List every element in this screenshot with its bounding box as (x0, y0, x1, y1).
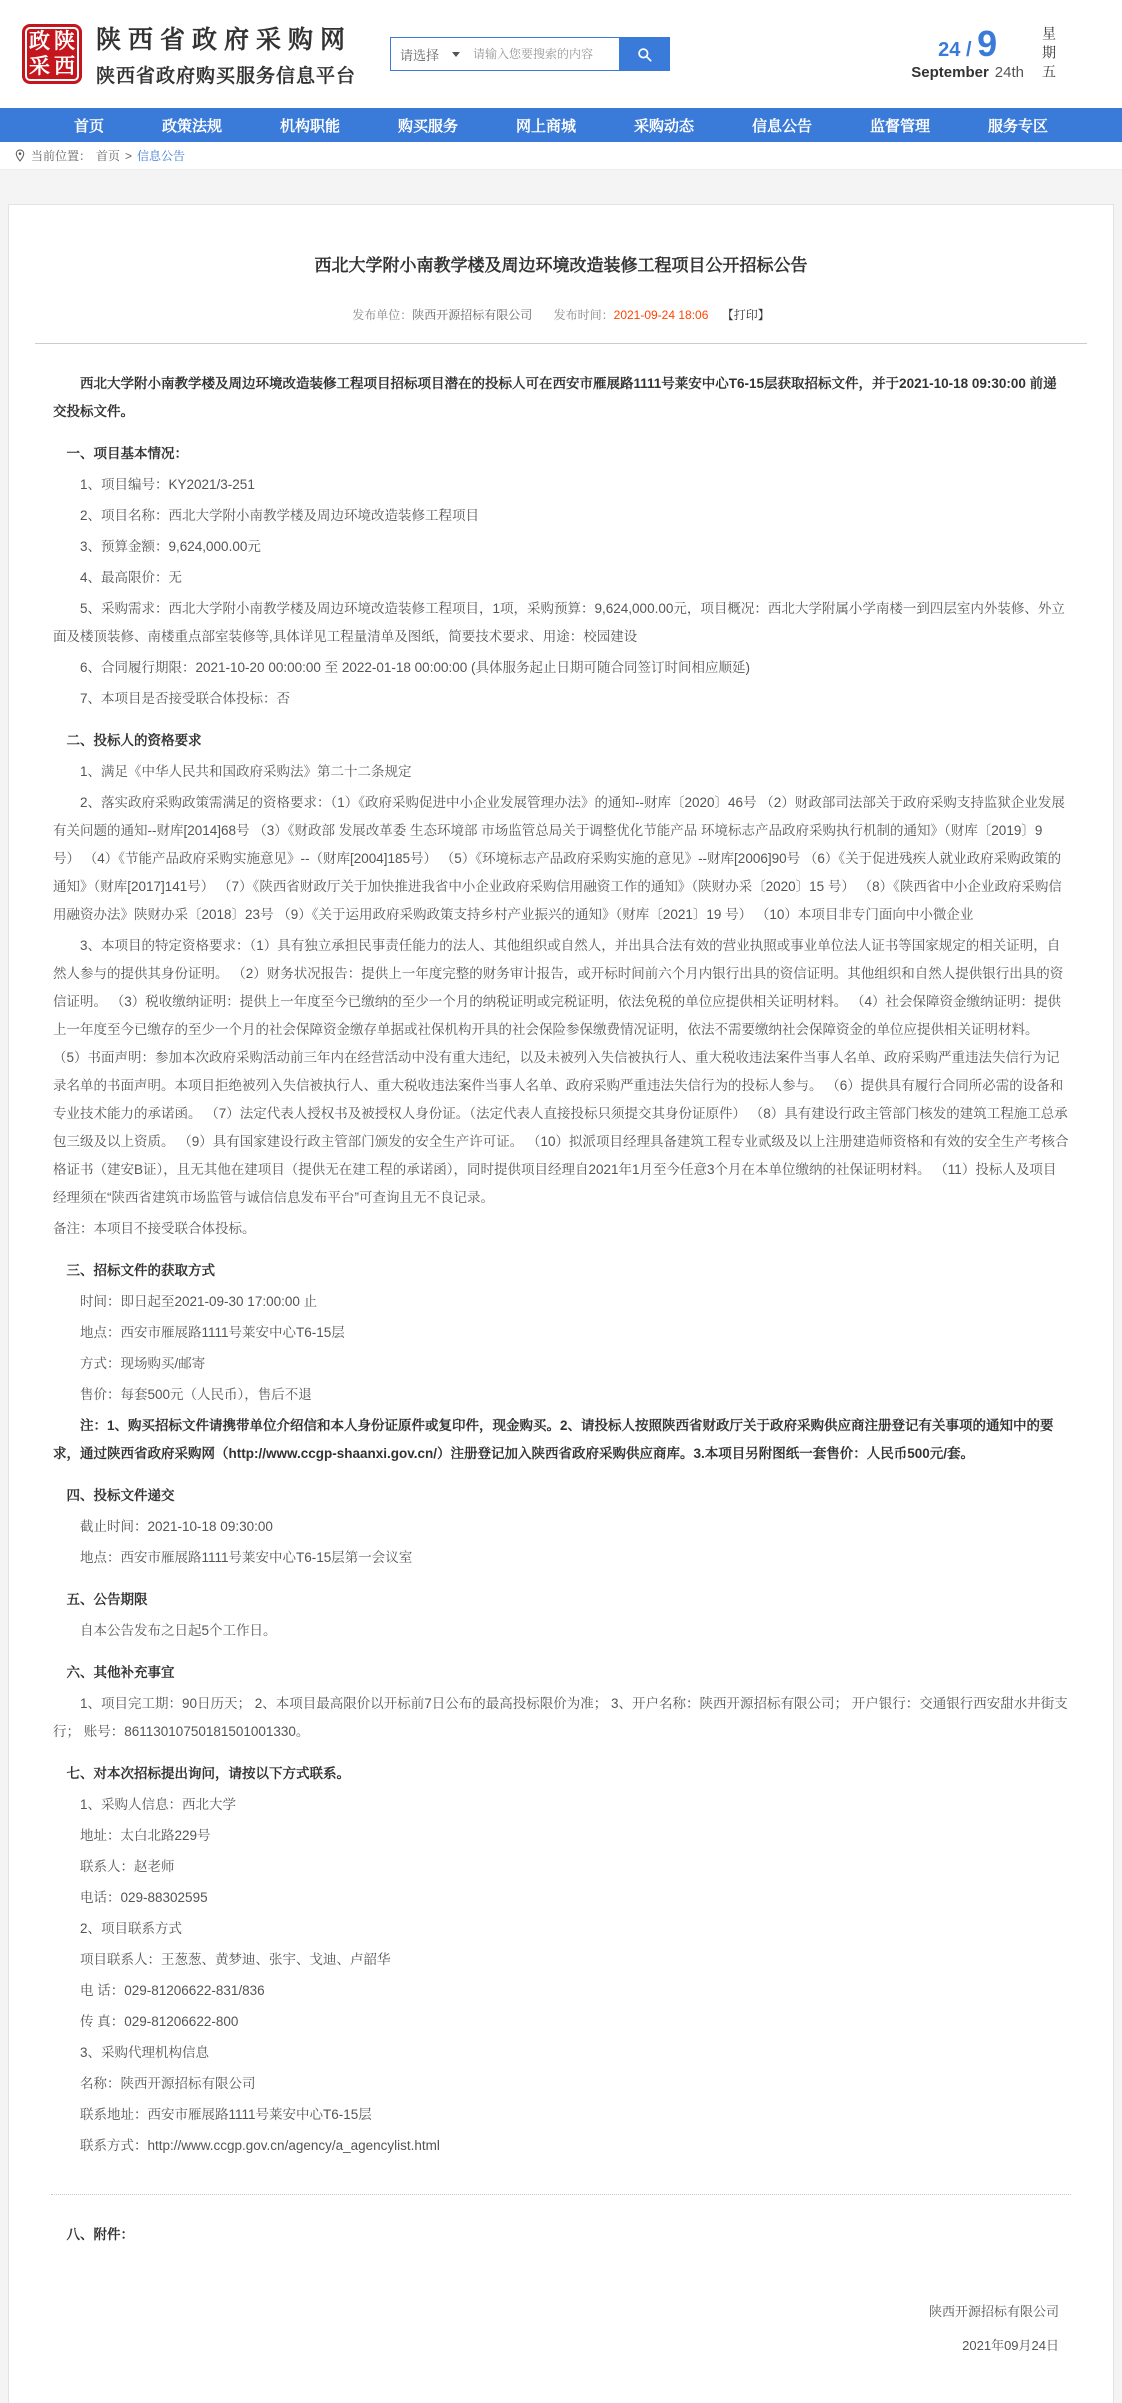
section-heading: 六、其他补充事宜 (66, 1665, 175, 1680)
section-line: 时间：即日起至2021-09-30 17:00:00 止 (80, 1294, 318, 1309)
section-line: 2、项目联系方式 (80, 1921, 183, 1936)
publish-time-label: 发布时间： (553, 308, 614, 322)
meta-divider (35, 343, 1087, 344)
section-line: 自本公告发布之日起5个工作日。 (80, 1623, 277, 1638)
section-line: 售价：每套500元（人民币），售后不退 (80, 1387, 312, 1402)
publish-time-value: 2021-09-24 18:06 (613, 308, 709, 322)
breadcrumb (0, 142, 1122, 170)
nav-item-7[interactable]: 监督管理 (869, 117, 930, 135)
search-input[interactable] (469, 38, 619, 70)
section-line: 7、本项目是否接受联合体投标：否 (80, 691, 291, 706)
nav-item-5[interactable]: 采购动态 (633, 117, 694, 135)
article-meta (53, 306, 1069, 323)
breadcrumb-prefix: 当前位置： (31, 149, 92, 163)
chevron-down-icon (452, 52, 460, 57)
breadcrumb-home-link[interactable]: 首页 (96, 149, 121, 163)
section-line: 电 话：029-81206622-831/836 (80, 1983, 265, 1998)
signature-company: 陕西开源招标有限公司 (928, 2304, 1059, 2319)
nav-item-8[interactable]: 服务专区 (987, 117, 1048, 135)
announcement-card (8, 204, 1114, 2403)
nav-item-6[interactable]: 信息公告 (751, 117, 812, 135)
nav-item-1[interactable]: 政策法规 (161, 117, 222, 135)
section-line: 3、本项目的特定资格要求：（1）具有独立承担民事责任能力的法人、其他组织或自然人，并出具合法有效的营业执照或事业单位法人证书等国家规定的相关证明，自然人参与的提供其身份证明。 （2）财务状况报告：提供上一年度完整的财务审计报告，或开标时间前六个月内银行出具的资信证明。其他组织和自然人提供银行出具的资信证明。 （3）税收缴纳证明：提供上一年度至今已缴纳的至少一个月的纳税证明或完税证明，依法免税的单位应提供相关证明材料。 （4）社会保障资金缴纳证明：提供上一年度至今已缴存的至少一个月的社会保障资金缴存单据或社保机构开具的社会保险参保缴费情况证明，依法不需要缴纳社会保障资金的单位应提供相关证明材料。 （5）书面声明：参加本次政府采购活动前三年内在经营活动中没有重大违纪，以及未被列入失信被执行人、重大税收违法案件当事人名单、政府采购严重违法失信行为记录名单的书面声明。本项目拒绝被列入失信被执行人、重大税收违法案件当事人名单、政府采购严重违法失信行为的投标人参与。 （6）提供具有履行合同所必需的设备和专业技术能力的承诺函。 （7）法定代表人授权书及被授权人身份证。（法定代表人直接投标只须提交其身份证原件） （8）具有建设行政主管部门核发的建筑工程施工总承包三级及以上资质。 （9）具有国家建设行政主管部门颁发的安全生产许可证。 （10）拟派项目经理具备建筑工程专业贰级及以上注册建造师资格和有效的安全生产考核合格证书（建安B证），且无其他在建项目（提供无在建工程的承诺函），同时提供项目经理自2021年1月至今任意3个月在本单位缴纳的社保证明材料。 （11）投标人及项目经理须在“陕西省建筑市场监管与诚信信息发布平台”可查询且无不良记录。 (53, 938, 1069, 1205)
nav-item-0[interactable]: 首页 (73, 117, 104, 135)
section-line: 6、合同履行期限：2021-10-20 00:00:00 至 2022-01-18 00:00:00 (具体服务起止日期可随合同签订时间相应顺延) (80, 660, 750, 675)
article-sections (53, 440, 1069, 2160)
print-button[interactable]: 【打印】 (721, 308, 770, 322)
nav-item-4[interactable]: 网上商城 (515, 117, 576, 135)
section-line: 2、项目名称：西北大学附小南教学楼及周边环境改造装修工程项目 (80, 508, 480, 523)
section-heading: 三、招标文件的获取方式 (66, 1263, 215, 1278)
nav-item-3[interactable]: 购买服务 (397, 117, 458, 135)
section-line: 联系人：赵老师 (80, 1859, 175, 1874)
attachments-divider (51, 2194, 1071, 2195)
site-logo-seal (25, 27, 79, 81)
section-line: 1、满足《中华人民共和国政府采购法》第二十二条规定 (80, 764, 412, 779)
article-section (53, 727, 1069, 1243)
logo-char: 陕 (54, 30, 75, 53)
article-section (53, 1659, 1069, 1746)
section-line: 传 真：029-81206622-800 (80, 2014, 239, 2029)
date-month-number: 9 (977, 23, 998, 64)
site-logo (22, 24, 82, 84)
section-line: 注：1、购买招标文件请携带单位介绍信和本人身份证原件或复印件，现金购买。2、请投标人按照陕西省财政厅关于政府采购供应商注册登记有关事项的通知中的要求，通过陕西省政府采购网（http://www.ccgp-shaanxi.gov.cn/）注册登记加入陕西省政府采购供应商库。3.本项目另附图纸一套售价：人民币500元/套。 (53, 1418, 1054, 1461)
page-title: 西北大学附小南教学楼及周边环境改造装修工程项目公开招标公告 (314, 256, 808, 275)
section-line: 联系地址：西安市雁展路1111号莱安中心T6-15层 (80, 2107, 372, 2122)
article-section (53, 1586, 1069, 1645)
signature-block (53, 2295, 1069, 2363)
main-nav (0, 108, 1122, 142)
location-pin-icon (14, 149, 26, 162)
search-button[interactable] (619, 38, 669, 70)
section-line: 地点：西安市雁展路1111号莱安中心T6-15层 (80, 1325, 345, 1340)
section-line: 截止时间：2021-10-18 09:30:00 (80, 1519, 273, 1534)
publisher-value: 陕西开源招标有限公司 (412, 308, 533, 322)
site-subtitle: 陕西省政府购买服务信息平台 (96, 66, 357, 87)
date-ordinal: 24th (994, 64, 1024, 81)
search-category-select[interactable] (391, 38, 469, 70)
breadcrumb-separator: > (125, 148, 133, 163)
section-heading: 四、投标文件递交 (66, 1488, 175, 1503)
section-line: 联系方式：http://www.ccgp.gov.cn/agency/a_agencylist.html (80, 2138, 440, 2153)
logo-char: 政 (29, 30, 50, 53)
signature-date: 2021年09月24日 (962, 2338, 1059, 2353)
attachments-heading: 八、附件： (66, 2227, 134, 2242)
section-heading: 五、公告期限 (66, 1592, 148, 1607)
date-month-name: September (911, 64, 989, 81)
search-icon (636, 46, 653, 63)
section-line: 4、最高限价：无 (80, 570, 183, 585)
section-line: 电话：029-88302595 (80, 1890, 208, 1905)
nav-item-2[interactable]: 机构职能 (279, 117, 340, 135)
section-line: 5、采购需求：西北大学附小南教学楼及周边环境改造装修工程项目，1项，采购预算：9,624,000.00元，项目概况：西北大学附属小学南楼一到四层室内外装修、外立面及楼顶装修、南楼重点部室装修等,具体详见工程量清单及图纸，简要技术要求、用途：校园建设 (53, 601, 1065, 644)
site-header (0, 0, 1122, 108)
date-widget (911, 23, 1100, 83)
section-line: 项目联系人：王葱葱、黄梦迪、张宇、戈迪、卢韶华 (80, 1952, 391, 1967)
site-titles (96, 20, 356, 88)
section-line: 1、项目编号：KY2021/3-251 (80, 477, 255, 492)
date-numbers (911, 23, 1024, 82)
section-line: 1、采购人信息：西北大学 (80, 1797, 237, 1812)
section-line: 名称：陕西开源招标有限公司 (80, 2076, 256, 2091)
section-line: 方式：现场购买/邮寄 (80, 1356, 206, 1371)
section-line: 3、预算金额：9,624,000.00元 (80, 539, 261, 554)
breadcrumb-current-link[interactable]: 信息公告 (137, 149, 186, 163)
search-category-label: 请选择 (400, 47, 440, 63)
article-intro: 西北大学附小南教学楼及周边环境改造装修工程项目招标项目潜在的投标人可在西安市雁展路1111号莱安中心T6-15层获取招标文件，并于2021-10-18 09:30:00 前递交投标文件。 (53, 376, 1057, 419)
publisher-label: 发布单位： (352, 308, 413, 322)
site-title: 陕西省政府采购网 (96, 26, 353, 54)
section-line: 1、项目完工期：90日历天； 2、本项目最高限价以开标前7日公布的最高投标限价为准； 3、开户名称：陕西开源招标有限公司； 开户银行：交通银行西安甜水井街支行； 账号：86113010750181501001330。 (53, 1696, 1068, 1739)
section-heading: 一、项目基本情况： (66, 446, 188, 461)
article-section (53, 1760, 1069, 2160)
date-weekday: 星期五 (1041, 25, 1057, 83)
article-section (53, 440, 1069, 713)
search-box (390, 37, 670, 71)
section-line: 3、采购代理机构信息 (80, 2045, 210, 2060)
section-line: 2、落实政府采购政策需满足的资格要求：（1）《政府采购促进中小企业发展管理办法》的通知--财库〔2020〕46号 （2）财政部司法部关于政府采购支持监狱企业发展有关问题的通知--财库[2014]68号 （3）《财政部 发展改革委 生态环境部 市场监管总局关于调整优化节能产品 环境标志产品政府采购执行机制的通知》（财库〔2019〕9号） （4）《节能产品政府采购实施意见》--（财库[2004]185号） （5）《环境标志产品政府采购实施的意见》--财库[2006]90号 （6）《关于促进残疾人就业政府采购政策的通知》（财库[2017]141号） （7）《陕西省财政厅关于加快推进我省中小企业政府采购信用融资工作的通知》（陕财办采〔2020〕15 号） （8）《陕西省中小企业政府采购信用融资办法》陕财办采〔2018〕23号 （9）《关于运用政府采购政策支持乡村产业振兴的通知》（财库〔2021〕19 号） （10）本项目非专门面向中小微企业 (53, 795, 1065, 922)
logo-char: 西 (54, 55, 75, 78)
section-line: 地址：太白北路229号 (80, 1828, 211, 1843)
article-section (53, 1482, 1069, 1572)
date-day: 24 / (938, 39, 978, 61)
section-line: 地点：西安市雁展路1111号莱安中心T6-15层第一会议室 (80, 1550, 413, 1565)
logo-char: 采 (29, 55, 50, 78)
section-heading: 七、对本次招标提出询问，请按以下方式联系。 (66, 1766, 350, 1781)
section-heading: 二、投标人的资格要求 (66, 733, 202, 748)
article-section (53, 1257, 1069, 1468)
section-line: 备注：本项目不接受联合体投标。 (53, 1221, 256, 1236)
